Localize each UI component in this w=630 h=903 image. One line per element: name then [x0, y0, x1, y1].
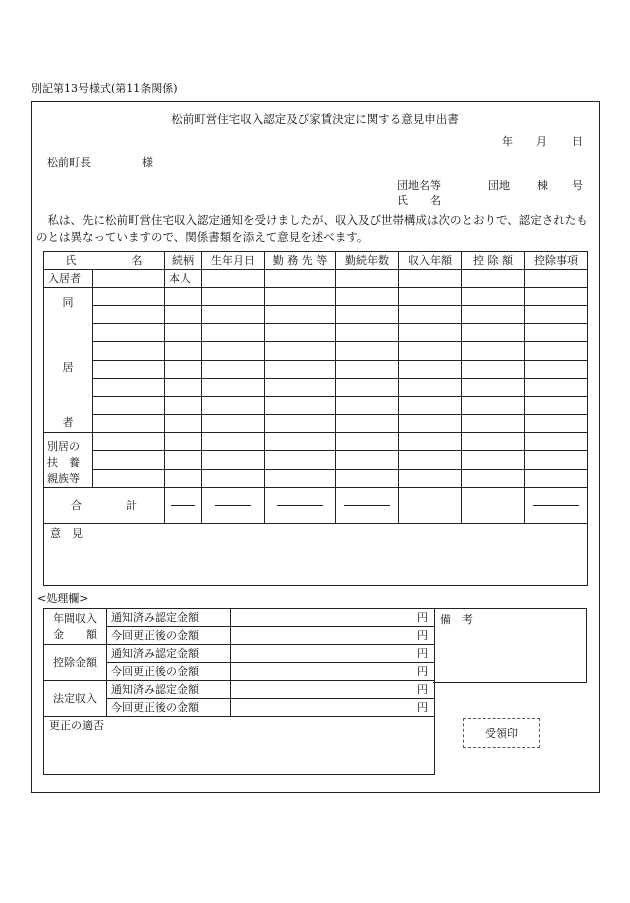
- table-cell[interactable]: [336, 396, 399, 414]
- table-cell[interactable]: [399, 396, 462, 414]
- table-cell[interactable]: [165, 396, 202, 414]
- table-cell[interactable]: [336, 469, 399, 487]
- table-cell[interactable]: [265, 270, 336, 288]
- header-years-employed: 勤続年数: [336, 252, 399, 270]
- deduction-group: 控除金額: [44, 645, 107, 681]
- table-cell[interactable]: [265, 360, 336, 378]
- table-cell[interactable]: [165, 469, 202, 487]
- complex-suffix: 団地: [488, 179, 510, 192]
- table-cell[interactable]: [265, 396, 336, 414]
- header-deduction-amount: 控 除 額: [462, 252, 525, 270]
- receipt-stamp-box[interactable]: 受領印: [463, 718, 540, 748]
- table-cell[interactable]: [265, 469, 336, 487]
- table-cell[interactable]: [525, 288, 588, 306]
- table-cell[interactable]: [265, 324, 336, 342]
- table-cell[interactable]: [336, 342, 399, 360]
- table-cell[interactable]: [202, 451, 265, 469]
- household-table: [43, 251, 588, 586]
- table-cell[interactable]: [93, 469, 165, 487]
- table-cell[interactable]: [462, 378, 525, 396]
- table-cell[interactable]: [462, 360, 525, 378]
- total-birthdate-dash: [202, 488, 265, 524]
- table-cell[interactable]: [525, 378, 588, 396]
- table-cell[interactable]: [265, 342, 336, 360]
- table-cell[interactable]: [202, 324, 265, 342]
- dependent-row: [44, 451, 588, 469]
- table-cell[interactable]: [202, 378, 265, 396]
- table-cell[interactable]: [525, 306, 588, 324]
- header-deduction-items: 控除事項: [525, 252, 588, 270]
- table-cell[interactable]: [202, 414, 265, 432]
- legal-income-group: 法定収入: [44, 681, 107, 717]
- table-cell[interactable]: [202, 270, 265, 288]
- table-cell[interactable]: [399, 451, 462, 469]
- table-cell[interactable]: [93, 324, 165, 342]
- dependent-label-1: 別居の: [47, 440, 80, 453]
- form-number: 別記第13号様式(第11条関係): [31, 82, 178, 95]
- table-cell[interactable]: [202, 306, 265, 324]
- total-years-dash: [336, 488, 399, 524]
- table-cell[interactable]: [165, 414, 202, 432]
- correction-row: [44, 717, 435, 775]
- complex-label: 団地名等: [397, 179, 441, 192]
- table-cell[interactable]: [202, 288, 265, 306]
- table-cell[interactable]: [336, 306, 399, 324]
- table-cell[interactable]: [399, 306, 462, 324]
- table-cell[interactable]: [165, 433, 202, 451]
- table-cell[interactable]: [165, 360, 202, 378]
- header-birthdate: 生年月日: [202, 252, 265, 270]
- table-cell[interactable]: [165, 288, 202, 306]
- table-cell[interactable]: [462, 306, 525, 324]
- resident-label: 入居者: [44, 270, 93, 288]
- total-deduction-cell[interactable]: [462, 488, 525, 524]
- notified-amount-label: 通知済み認定金額: [107, 609, 231, 627]
- cohabitant-row: [44, 306, 588, 324]
- amount-cell[interactable]: 円: [231, 609, 435, 627]
- table-cell[interactable]: [202, 342, 265, 360]
- table-cell[interactable]: [93, 433, 165, 451]
- amount-cell[interactable]: 円: [231, 645, 435, 663]
- table-cell[interactable]: [462, 433, 525, 451]
- table-cell[interactable]: [525, 433, 588, 451]
- cohabitant-char-1: 同: [62, 296, 74, 309]
- correction-label: 更正の適否: [49, 719, 104, 732]
- table-cell[interactable]: [93, 396, 165, 414]
- table-cell[interactable]: [93, 414, 165, 432]
- header-relation: 続柄: [165, 252, 202, 270]
- table-cell[interactable]: [399, 324, 462, 342]
- table-cell[interactable]: [336, 451, 399, 469]
- table-cell[interactable]: [265, 433, 336, 451]
- building-suffix: 棟: [537, 179, 548, 192]
- table-cell[interactable]: [165, 306, 202, 324]
- table-cell[interactable]: [525, 414, 588, 432]
- resident-name-cell[interactable]: [93, 270, 165, 288]
- table-cell[interactable]: [202, 469, 265, 487]
- table-cell[interactable]: [462, 414, 525, 432]
- table-cell[interactable]: [462, 270, 525, 288]
- table-cell[interactable]: [265, 414, 336, 432]
- header-workplace: 勤 務 先 等: [265, 252, 336, 270]
- table-cell[interactable]: [93, 342, 165, 360]
- table-cell[interactable]: [525, 451, 588, 469]
- amount-cell[interactable]: 円: [231, 699, 435, 717]
- table-cell[interactable]: [336, 324, 399, 342]
- notified-amount-label: 通知済み認定金額: [107, 681, 231, 699]
- date-month: 月: [536, 135, 547, 148]
- table-cell[interactable]: [399, 270, 462, 288]
- processing-row: [44, 681, 435, 699]
- room-suffix: 号: [572, 179, 583, 192]
- processing-row: [44, 609, 435, 627]
- table-header-row: [44, 252, 588, 270]
- notified-amount-label: 通知済み認定金額: [107, 645, 231, 663]
- corrected-amount-label: 今回更正後の金額: [107, 663, 231, 681]
- table-cell[interactable]: [165, 451, 202, 469]
- dependent-label-2: 扶 養: [47, 456, 80, 469]
- table-cell[interactable]: [462, 288, 525, 306]
- table-cell[interactable]: [399, 433, 462, 451]
- total-items-dash: [525, 488, 588, 524]
- amount-cell[interactable]: 円: [231, 663, 435, 681]
- header-name: 氏 名: [44, 252, 165, 270]
- table-cell[interactable]: [265, 288, 336, 306]
- dependent-row: [44, 433, 588, 451]
- total-label: 合 計: [44, 488, 165, 524]
- dependent-group-cell: [44, 433, 93, 488]
- table-cell[interactable]: [202, 360, 265, 378]
- processing-section-label: <処理欄>: [37, 592, 89, 605]
- cohabitant-row: [44, 378, 588, 396]
- form-title: 松前町営住宅収入認定及び家賃決定に関する意見申出書: [171, 112, 459, 126]
- processing-table: [43, 608, 435, 775]
- table-cell[interactable]: [336, 270, 399, 288]
- remarks-box[interactable]: [433, 608, 587, 683]
- cohabitant-row: [44, 360, 588, 378]
- cohabitant-row: [44, 324, 588, 342]
- cohabitant-char-3: 者: [62, 416, 74, 429]
- table-cell[interactable]: [399, 414, 462, 432]
- resident-relation: 本人: [165, 270, 202, 288]
- table-cell[interactable]: [265, 306, 336, 324]
- table-cell[interactable]: [462, 469, 525, 487]
- table-cell[interactable]: [399, 288, 462, 306]
- table-cell[interactable]: [336, 378, 399, 396]
- statement-line-2: のとは異なっていますので、関係書類を添えて意見を述べます。: [36, 230, 369, 244]
- table-cell[interactable]: [265, 378, 336, 396]
- table-cell[interactable]: [336, 414, 399, 432]
- table-cell[interactable]: [93, 451, 165, 469]
- name-label: 氏 名: [397, 194, 441, 207]
- table-cell[interactable]: [202, 433, 265, 451]
- total-row: [44, 488, 588, 524]
- header-annual-income: 収入年額: [399, 252, 462, 270]
- dependent-label-3: 親族等: [47, 472, 80, 485]
- table-cell[interactable]: [336, 288, 399, 306]
- table-cell[interactable]: [165, 342, 202, 360]
- processing-row: [44, 645, 435, 663]
- table-cell[interactable]: [525, 469, 588, 487]
- cohabitant-row: [44, 396, 588, 414]
- remarks-label: 備 考: [440, 613, 473, 626]
- cohabitant-group-cell: [44, 288, 93, 433]
- cohabitant-row: [44, 342, 588, 360]
- table-cell[interactable]: [462, 324, 525, 342]
- table-cell[interactable]: [399, 360, 462, 378]
- table-cell[interactable]: [93, 378, 165, 396]
- table-cell[interactable]: [265, 451, 336, 469]
- table-cell[interactable]: [462, 342, 525, 360]
- cohabitant-row: [44, 288, 588, 306]
- cohabitant-row: [44, 414, 588, 432]
- table-cell[interactable]: [462, 451, 525, 469]
- date-day: 日: [572, 135, 583, 148]
- opinion-row: [44, 524, 588, 586]
- corrected-amount-label: 今回更正後の金額: [107, 627, 231, 645]
- table-cell[interactable]: [399, 342, 462, 360]
- total-income-cell[interactable]: [399, 488, 462, 524]
- date-year: 年: [502, 135, 513, 148]
- table-cell[interactable]: [399, 378, 462, 396]
- amount-cell[interactable]: 円: [231, 627, 435, 645]
- table-cell[interactable]: [93, 360, 165, 378]
- total-relation-dash: [165, 488, 202, 524]
- corrected-amount-label: 今回更正後の金額: [107, 699, 231, 717]
- table-cell[interactable]: [462, 396, 525, 414]
- resident-row: [44, 270, 588, 288]
- addressee-name: 松前町長: [47, 156, 91, 169]
- table-cell[interactable]: [399, 469, 462, 487]
- table-cell[interactable]: [165, 378, 202, 396]
- table-cell[interactable]: [93, 306, 165, 324]
- annual-income-group: [44, 609, 107, 645]
- table-cell[interactable]: [525, 396, 588, 414]
- table-cell[interactable]: [202, 396, 265, 414]
- statement-line-1: 私は、先に松前町営住宅収入認定通知を受けましたが、収入及び世帯構成は次のとおりで、認定されたも: [36, 213, 588, 227]
- total-workplace-dash: [265, 488, 336, 524]
- table-cell[interactable]: [336, 433, 399, 451]
- table-cell[interactable]: [93, 288, 165, 306]
- annual-income-label-2: 金 額: [53, 627, 97, 641]
- amount-cell[interactable]: 円: [231, 681, 435, 699]
- table-cell[interactable]: [165, 324, 202, 342]
- opinion-cell[interactable]: [44, 524, 588, 586]
- correction-cell[interactable]: [44, 717, 435, 775]
- table-cell[interactable]: [525, 360, 588, 378]
- table-cell[interactable]: [336, 360, 399, 378]
- table-cell[interactable]: [525, 270, 588, 288]
- table-cell[interactable]: [525, 342, 588, 360]
- dependent-row: [44, 469, 588, 487]
- cohabitant-char-2: 居: [62, 361, 74, 374]
- table-cell[interactable]: [525, 324, 588, 342]
- opinion-label: 意 見: [50, 527, 83, 540]
- annual-income-label-1: 年間収入: [53, 611, 97, 625]
- addressee-honorific: 様: [142, 156, 153, 169]
